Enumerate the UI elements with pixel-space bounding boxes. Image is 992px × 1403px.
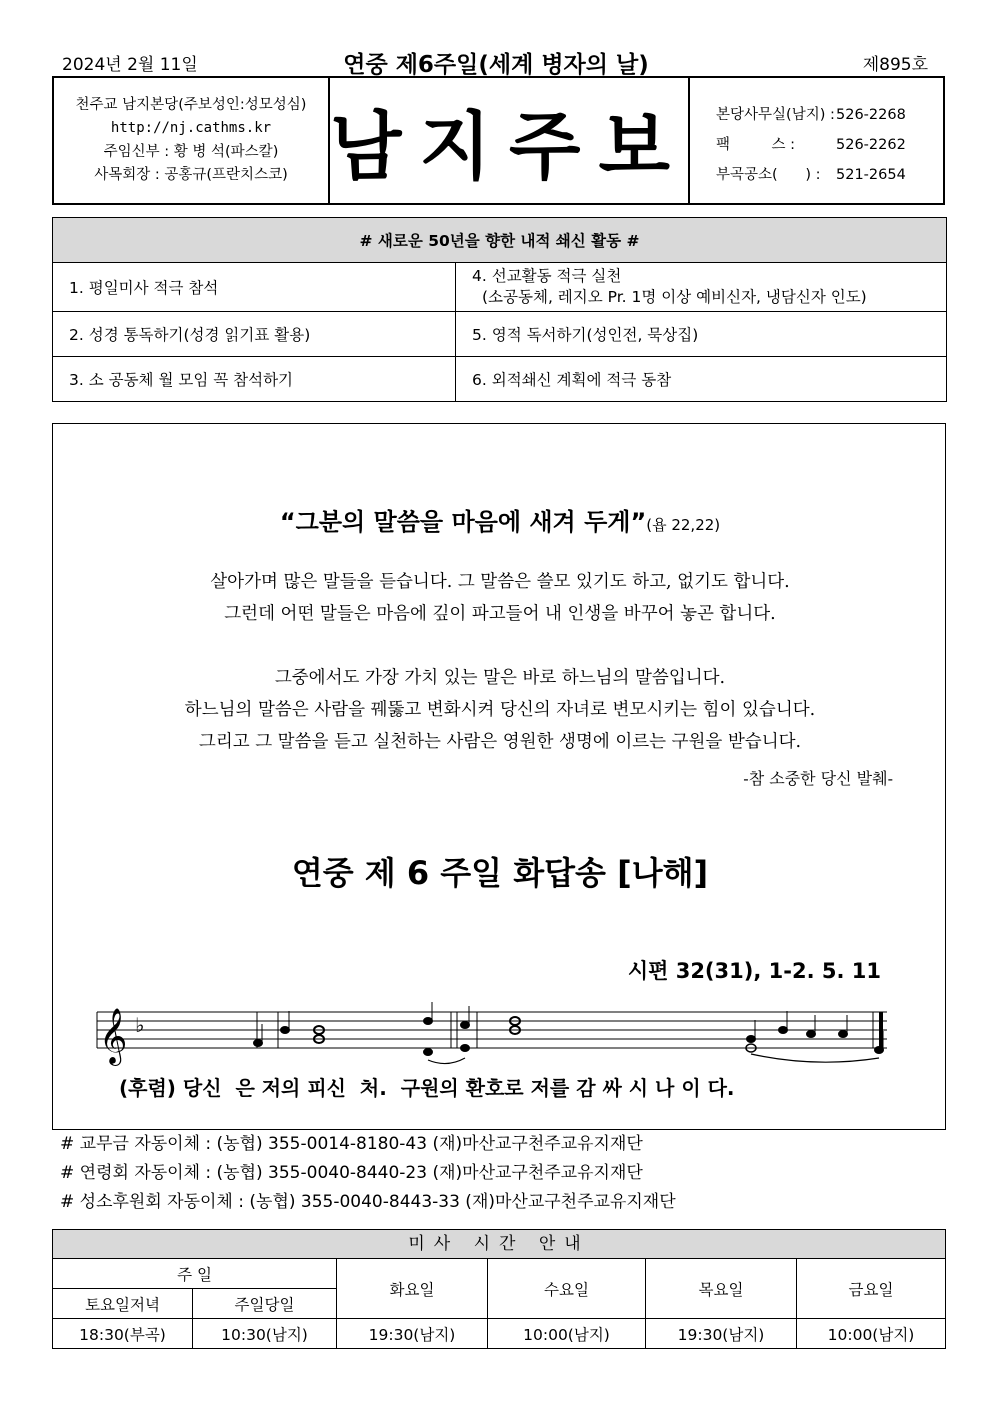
contact-fax bbox=[716, 130, 943, 160]
activity-item bbox=[456, 263, 947, 312]
parish-info bbox=[54, 78, 330, 203]
activity-item-detail: (소공동체, 레지오 Pr. 1명 이상 예비신자, 냉담신자 인도) bbox=[482, 288, 867, 306]
quote-reference: (욥 22,22) bbox=[646, 516, 721, 534]
account-line: # 연령회 자동이체 : (농협) 355-0040-8440-23 (재)마산교구천주교유지재단 bbox=[60, 1163, 643, 1183]
mass-schedule-table bbox=[52, 1258, 946, 1349]
time-cell: 10:30(남지) bbox=[193, 1319, 337, 1349]
reflection-source: -참 소중한 당신 발췌- bbox=[743, 769, 893, 788]
activities-table bbox=[52, 217, 947, 402]
sunday-group-header: 주 일 bbox=[53, 1259, 337, 1289]
council-president: 사목회장 : 공홍규(프란치스코) bbox=[94, 167, 288, 183]
header-cell: 화요일 bbox=[337, 1259, 488, 1319]
issue-number: 제895호 bbox=[862, 55, 928, 75]
contact-value: 526-2268 bbox=[836, 107, 906, 123]
reflection-paragraph-1 bbox=[53, 566, 947, 630]
activity-item: 1. 평일미사 적극 참석 bbox=[53, 263, 456, 312]
activity-item: 5. 영적 독서하기(성인전, 묵상집) bbox=[456, 312, 947, 357]
contact-info bbox=[690, 78, 943, 203]
psalm-reference: 시편 32(31), 1-2. 5. 11 bbox=[627, 959, 881, 983]
header-cell: 목요일 bbox=[646, 1259, 797, 1319]
parish-url[interactable]: http://nj.cathms.kr bbox=[110, 120, 272, 136]
quote-text: “그분의 말씀을 마음에 새겨 두게” bbox=[279, 508, 647, 536]
reflection-line: 살아가며 많은 말들을 듣습니다. 그 말씀은 쓸모 있기도 하고, 없기도 합니다. bbox=[210, 572, 790, 592]
contact-mission bbox=[716, 160, 943, 190]
activity-item: 6. 외적쇄신 계획에 적극 동참 bbox=[456, 357, 947, 402]
account-info bbox=[52, 1130, 946, 1217]
mass-schedule-title: 미사 시간 안내 bbox=[52, 1229, 946, 1259]
reflection-line: 그중에서도 가장 가치 있는 말은 바로 하느님의 말씀입니다. bbox=[274, 668, 726, 688]
contact-label: 부곡공소( ) : bbox=[716, 167, 821, 183]
reflection-paragraph-2 bbox=[53, 662, 947, 758]
activity-item: 2. 성경 통독하기(성경 읽기표 활용) bbox=[53, 312, 456, 357]
contact-label: 팩 스 : bbox=[716, 137, 795, 153]
music-staff bbox=[95, 1002, 895, 1072]
bulletin-date: 2024년 2월 11일 bbox=[62, 55, 198, 75]
header-cell: 토요일저녁 bbox=[53, 1289, 193, 1319]
account-line: # 성소후원회 자동이체 : (농협) 355-0040-8443-33 (재)마산교구천주교유지재단 bbox=[60, 1192, 676, 1212]
activity-item: 3. 소 공동체 월 모임 꼭 참석하기 bbox=[53, 357, 456, 402]
pastor-name: 주임신부 : 황 병 석(파스칼) bbox=[103, 143, 279, 160]
time-cell: 19:30(남지) bbox=[337, 1319, 488, 1349]
time-cell: 18:30(부곡) bbox=[53, 1319, 193, 1349]
contact-value: 521-2654 bbox=[836, 167, 906, 183]
activity-item-title: 4. 선교활동 적극 실천 bbox=[472, 267, 622, 285]
reflection-box bbox=[52, 423, 946, 1130]
contact-office bbox=[716, 100, 943, 130]
reflection-line: 하느님의 말씀은 사람을 꿰뚫고 변화시켜 당신의 자녀로 변모시키는 힘이 있습니다. bbox=[184, 700, 816, 720]
header-cell: 금요일 bbox=[797, 1259, 946, 1319]
reflection-line: 그런데 어떤 말들은 마음에 깊이 파고들어 내 인생을 바꾸어 놓곤 합니다. bbox=[224, 604, 776, 624]
flat-icon: ♭ bbox=[135, 1013, 145, 1037]
reflection-line: 그리고 그 말씀을 듣고 실천하는 사람은 영원한 생명에 이르는 구원을 받습니다. bbox=[198, 732, 802, 752]
psalm-title: 연중 제 6 주일 화답송 [나해] bbox=[291, 854, 709, 892]
bulletin-title: 연중 제6주일(세계 병자의 날) bbox=[343, 52, 649, 78]
contact-label: 본당사무실(남지) : bbox=[716, 107, 835, 123]
contact-value: 526-2262 bbox=[836, 137, 906, 153]
header-box bbox=[52, 76, 945, 205]
quote-heading bbox=[53, 502, 947, 537]
time-cell: 10:00(남지) bbox=[488, 1319, 646, 1349]
header-cell: 주일당일 bbox=[193, 1289, 337, 1319]
psalm-lyrics: (후렴) 당신 은 저의 피신 처. 구원의 환호로 저를 감 싸 시 나 이 다. bbox=[119, 1076, 735, 1100]
treble-clef-icon: 𝄞 bbox=[99, 1008, 128, 1064]
parish-name: 천주교 남지본당(주보성인:성모성심) bbox=[75, 96, 307, 113]
music-notes bbox=[254, 1002, 884, 1056]
time-cell: 19:30(남지) bbox=[646, 1319, 797, 1349]
bulletin-logo: 남지주보 bbox=[330, 78, 690, 203]
time-cell: 10:00(남지) bbox=[797, 1319, 946, 1349]
activities-heading: # 새로운 50년을 향한 내적 쇄신 활동 # bbox=[53, 218, 947, 263]
account-line: # 교무금 자동이체 : (농협) 355-0014-8180-43 (재)마산교구천주교유지재단 bbox=[60, 1134, 643, 1154]
header-cell: 수요일 bbox=[488, 1259, 646, 1319]
